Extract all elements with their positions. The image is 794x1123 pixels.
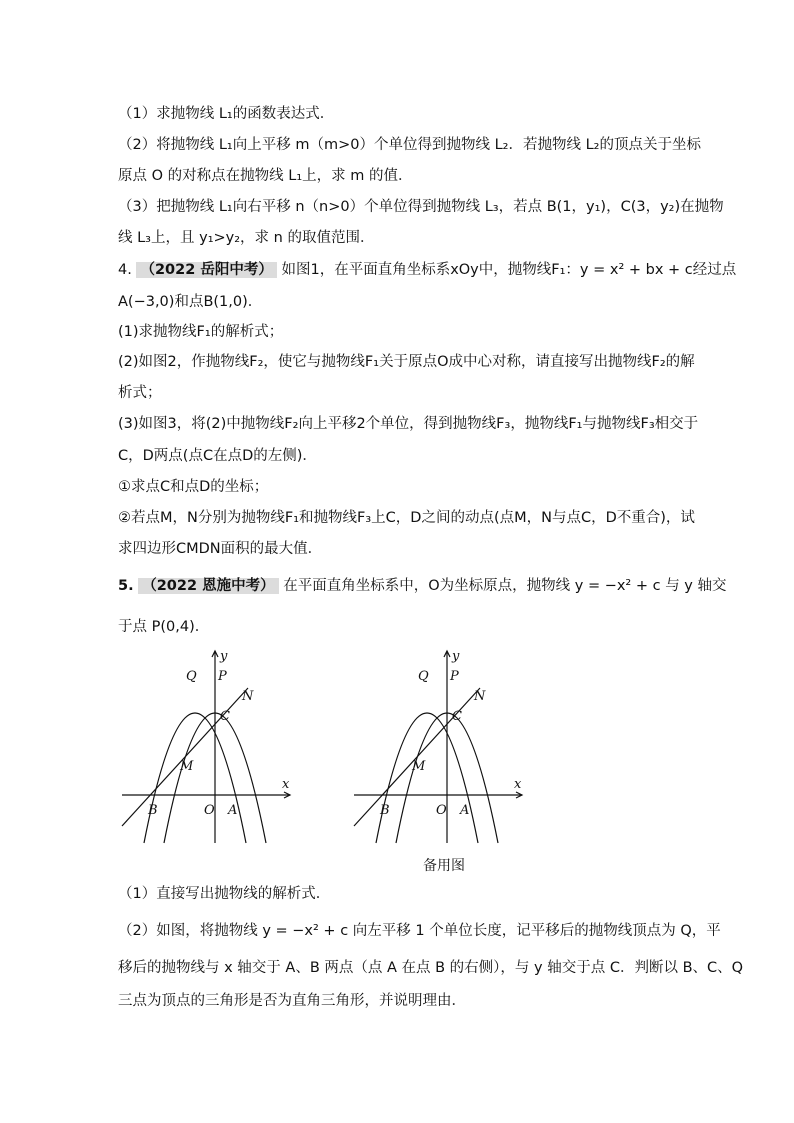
prev-question-2-line2: 原点 O 的对称点在抛物线 L₁上，求 m 的值．: [118, 168, 413, 184]
fig1-label-x: x: [282, 777, 290, 792]
fig1-label-P: P: [218, 669, 227, 684]
prev-question-3-line1: （3）把抛物线 L₁向右平移 n（n>0）个单位得到抛物线 L₃，若点 B(1，y₁)，C(3，y₂)在抛物: [118, 199, 724, 215]
problem5-number: 5.: [118, 578, 134, 594]
fig2-label-M: M: [412, 759, 426, 774]
fig2-label-A: A: [460, 803, 470, 818]
problem4-question-3-sub2-line2: 求四边形CMDN面积的最大值．: [118, 541, 323, 557]
problem5-stem-text: 在平面直角坐标系中，O为坐标原点，抛物线 y = −x² + c 与 y 轴交: [283, 578, 727, 594]
problem5-figure-main: [118, 648, 298, 848]
fig2-label-P: P: [450, 669, 459, 684]
prev-question-3-line2: 线 L₃上，且 y₁>y₂，求 n 的取值范围．: [118, 230, 375, 246]
problem5-question-2-line1: （2）如图，将抛物线 y = −x² + c 向左平移 1 个单位长度，记平移后的抛物线顶点为 Q，平: [118, 923, 721, 939]
fig2-label-y: y: [452, 649, 460, 664]
problem5-question-2-line2: 移后的抛物线与 x 轴交于 A、B 两点（点 A 在点 B 的右侧），与 y 轴交于点 C．判断以 B、C、Q: [118, 960, 744, 976]
fig1-label-O: O: [204, 803, 215, 818]
problem4-question-1: (1)求抛物线F₁的解析式；: [118, 324, 284, 340]
fig1-label-M: M: [180, 759, 194, 774]
fig1-label-Q: Q: [186, 669, 197, 684]
prev-question-2-line1: （2）将抛物线 L₁向上平移 m（m>0）个单位得到抛物线 L₂．若抛物线 L₂的顶点关于坐标: [118, 137, 701, 153]
fig2-label-x: x: [514, 777, 522, 792]
problem5-figure-spare: [350, 648, 530, 848]
fig2-label-N: N: [474, 689, 486, 704]
problem5-question-1: （1）直接写出抛物线的解析式．: [118, 886, 331, 902]
fig2-label-C: C: [452, 709, 462, 724]
prev-question-1: （1）求抛物线 L₁的函数表达式．: [118, 106, 335, 122]
problem4-stem-text: 如图1，在平面直角坐标系xOy中，抛物线F₁：y = x² + bx + c经过点: [281, 262, 737, 278]
fig2-label-Q: Q: [418, 669, 429, 684]
problem5-stem-line1: [118, 576, 727, 596]
problem4-question-3-sub1: ①求点C和点D的坐标；: [118, 479, 269, 495]
problem4-question-2-line1: (2)如图2，作抛物线F₂，使它与抛物线F₁关于原点O成中心对称，请直接写出抛物线F₂的解: [118, 354, 695, 370]
problem4-question-3-line1: (3)如图3，将(2)中抛物线F₂向上平移2个单位，得到抛物线F₃，抛物线F₁与抛物线F₃相交于: [118, 416, 699, 432]
spare-figure-caption: 备用图: [423, 858, 465, 874]
fig1-label-A: A: [228, 803, 238, 818]
fig1-label-C: C: [220, 709, 230, 724]
fig1-label-B: B: [148, 803, 158, 818]
problem4-number: 4.: [118, 262, 132, 278]
problem4-question-2-line2: 析式；: [118, 385, 162, 401]
fig2-label-B: B: [380, 803, 390, 818]
problem4-stem-line1: [118, 260, 736, 280]
problem5-stem-line2: 于点 P(0,4)．: [118, 619, 210, 635]
fig1-label-y: y: [220, 649, 228, 664]
problem4-question-3-line2: C，D两点(点C在点D的左侧)．: [118, 448, 317, 464]
problem5-question-2-line3: 三点为顶点的三角形是否为直角三角形，并说明理由．: [118, 993, 466, 1009]
problem5-source-tag: （2022 恩施中考）: [138, 578, 278, 594]
problem4-source-tag: （2022 岳阳中考）: [136, 262, 276, 278]
problem4-question-3-sub2-line1: ②若点M，N分别为抛物线F₁和抛物线F₃上C，D之间的动点(点M，N与点C，D不重合)，试: [118, 510, 695, 526]
problem4-stem-line2: A(−3,0)和点B(1,0)．: [118, 294, 263, 310]
fig2-label-O: O: [436, 803, 447, 818]
fig1-label-N: N: [242, 689, 254, 704]
